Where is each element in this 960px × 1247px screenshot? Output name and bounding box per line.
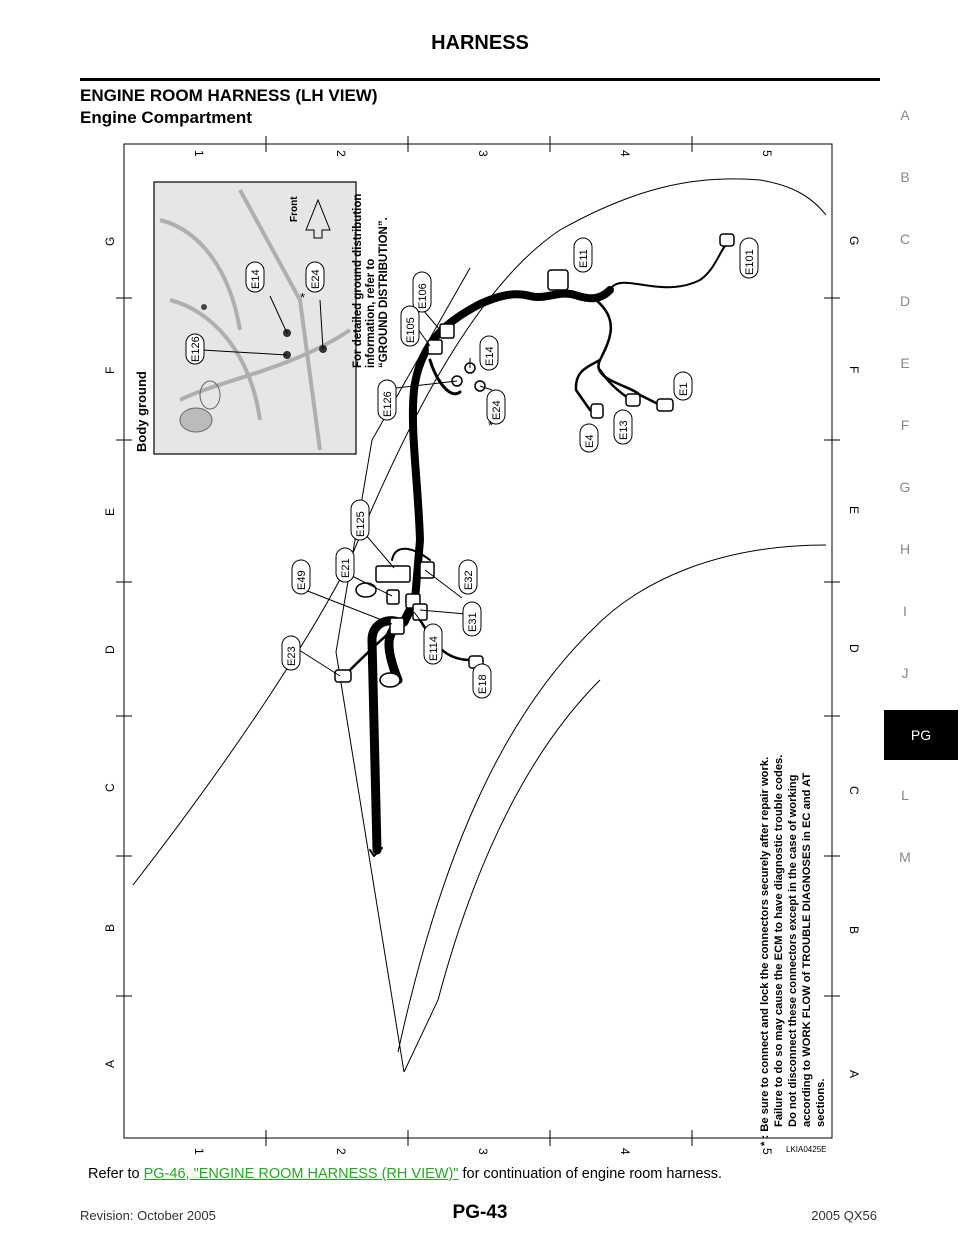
row-label: B <box>103 923 117 932</box>
inset-label-e24: E24 <box>310 269 322 289</box>
asterisk-mark: * <box>488 418 494 433</box>
row-label: F <box>103 366 117 374</box>
footer-revision: Revision: October 2005 <box>80 1208 216 1223</box>
connector-label-e21: E21 <box>340 558 352 578</box>
row-label: C <box>103 783 117 792</box>
col-label: 3 <box>476 150 490 157</box>
reference-link[interactable]: PG-46, "ENGINE ROOM HARNESS (RH VIEW)" <box>143 1166 459 1182</box>
connector-label-e114: E114 <box>428 636 440 661</box>
index-tab-i[interactable]: I <box>903 603 907 619</box>
index-tab-pg-active[interactable]: PG <box>884 710 958 760</box>
connector-label-e23: E23 <box>286 646 298 666</box>
row-label: A <box>103 1059 117 1068</box>
front-label: Front <box>289 196 300 222</box>
col-label: 1 <box>192 150 206 157</box>
index-tab-d[interactable]: D <box>899 293 911 309</box>
inset-label-e14: E14 <box>250 269 262 289</box>
index-tab-g[interactable]: G <box>899 479 911 495</box>
index-tab-c[interactable]: C <box>899 231 911 247</box>
index-tab-b[interactable]: B <box>900 169 910 185</box>
footer-model: 2005 QX56 <box>811 1208 877 1223</box>
row-label: E <box>103 507 117 516</box>
row-label: A <box>847 1070 861 1079</box>
reference-prefix: Refer to <box>88 1166 144 1182</box>
connector-label-e125: E125 <box>355 511 367 537</box>
section-title: ENGINE ROOM HARNESS (LH VIEW) <box>80 86 378 105</box>
footnote-line: Failure to do so may cause the ECM to have diagnostic trouble codes. <box>773 754 785 1127</box>
connector-label-e101: E101 <box>744 249 756 275</box>
row-label: G <box>103 236 117 246</box>
col-label: 3 <box>476 1148 490 1155</box>
connector-label-e14: E14 <box>484 346 496 366</box>
row-label: C <box>847 786 861 795</box>
row-label: E <box>847 506 861 515</box>
index-tab-f[interactable]: F <box>900 417 910 433</box>
page-header-title: HARNESS <box>431 32 529 54</box>
reference-line <box>88 1166 722 1182</box>
ground-note-line: For detailed ground distribution <box>352 193 364 368</box>
reference-suffix: for continuation of engine room harness. <box>458 1166 723 1182</box>
asterisk-mark: * <box>300 290 306 305</box>
row-label: F <box>847 366 861 374</box>
col-label: 5 <box>760 150 774 157</box>
col-label: 2 <box>334 1148 348 1155</box>
connector-label-e1: E1 <box>678 382 690 396</box>
connector-label-e32: E32 <box>463 570 475 590</box>
col-label: 2 <box>334 150 348 157</box>
index-tab-e[interactable]: E <box>900 355 910 371</box>
row-label: D <box>103 645 117 654</box>
connector-label-e24: E24 <box>491 400 503 420</box>
section-subtitle: Engine Compartment <box>80 108 252 127</box>
inset-title: Body ground <box>134 371 149 452</box>
connector-label-e31: E31 <box>467 612 479 632</box>
index-tab-h[interactable]: H <box>899 541 911 557</box>
index-tab-a[interactable]: A <box>900 107 910 123</box>
footnote-line: sections. <box>815 1078 827 1127</box>
col-label: 1 <box>192 1148 206 1155</box>
row-label: G <box>847 236 861 246</box>
connector-label-e18: E18 <box>477 674 489 694</box>
col-label: 4 <box>618 150 632 157</box>
connector-label-e13: E13 <box>618 420 630 440</box>
row-label: B <box>847 926 861 935</box>
connector-label-e105: E105 <box>405 317 417 343</box>
connector-label-e49: E49 <box>296 570 308 590</box>
col-label: 5 <box>760 1148 774 1155</box>
footnote-line: * : Be sure to connect and lock the connectors securely after repair work. <box>759 756 771 1146</box>
connector-label-e126: E126 <box>382 391 394 417</box>
ground-note-line: information, refer to <box>365 258 377 368</box>
footnote-line: according to WORK FLOW of TROUBLE DIAGNOSES in EC and AT <box>801 772 813 1127</box>
body-ground-inset <box>134 182 356 454</box>
footnote-line: Do not disconnect these connectors except in the case of working <box>787 774 799 1127</box>
footer-page-number: PG-43 <box>452 1202 508 1223</box>
connector-label-e4: E4 <box>584 434 596 448</box>
figure-id: LKIA0425E <box>786 1145 827 1154</box>
ground-note-line: “GROUND DISTRIBUTION”. <box>378 217 390 368</box>
index-tab-j[interactable]: J <box>901 665 909 681</box>
inset-label-e126: E126 <box>190 336 202 362</box>
col-label: 4 <box>618 1148 632 1155</box>
connector-label-e106: E106 <box>417 283 429 309</box>
index-tab-l[interactable]: L <box>901 787 909 803</box>
row-label: D <box>847 644 861 653</box>
connector-label-e11: E11 <box>578 249 590 268</box>
index-tab-m[interactable]: M <box>899 849 911 865</box>
